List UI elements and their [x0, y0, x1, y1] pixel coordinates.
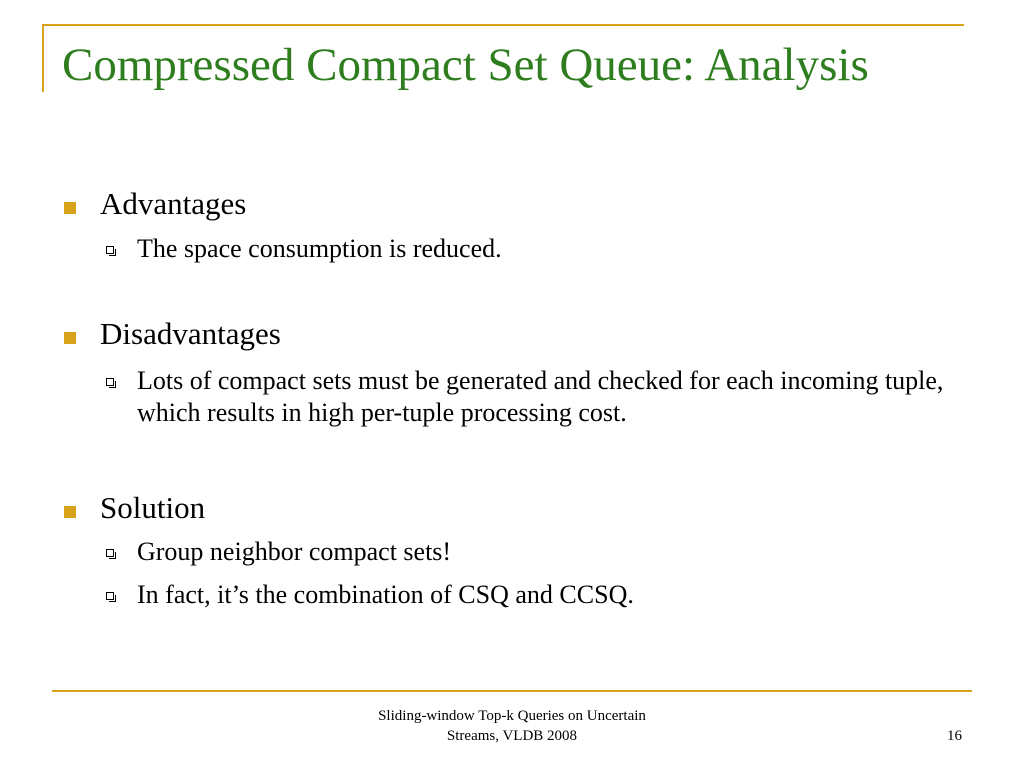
bullet-point: Lots of compact sets must be generated and checked for each incoming tuple, which results in high per-tuple processing cost.	[137, 366, 944, 427]
hollow-square-bullet-icon	[106, 592, 114, 600]
filled-square-bullet-icon	[64, 202, 76, 214]
bullet-heading-advantages: Advantages	[100, 186, 247, 221]
page-number: 16	[947, 728, 962, 744]
footer-citation	[312, 706, 712, 746]
frame-top-rule	[42, 24, 964, 26]
hollow-square-bullet-icon	[106, 378, 114, 386]
bullet-heading-solution: Solution	[100, 490, 206, 525]
hollow-square-bullet-icon	[106, 246, 114, 254]
footer-line-2: Streams, VLDB 2008	[446, 728, 578, 744]
hollow-square-bullet-icon	[106, 549, 114, 557]
slide-title: Compressed Compact Set Queue: Analysis	[62, 39, 869, 91]
bullet-point: The space consumption is reduced.	[137, 234, 502, 263]
filled-square-bullet-icon	[64, 332, 76, 344]
frame-left-rule	[42, 24, 44, 92]
filled-square-bullet-icon	[64, 506, 76, 518]
bullet-point: In fact, it’s the combination of CSQ and CCSQ.	[137, 580, 634, 609]
bullet-heading-disadvantages: Disadvantages	[100, 316, 281, 351]
footer-rule	[52, 690, 972, 692]
footer-line-1: Sliding-window Top-k Queries on Uncertain	[378, 708, 646, 724]
bullet-point: Group neighbor compact sets!	[137, 537, 452, 566]
